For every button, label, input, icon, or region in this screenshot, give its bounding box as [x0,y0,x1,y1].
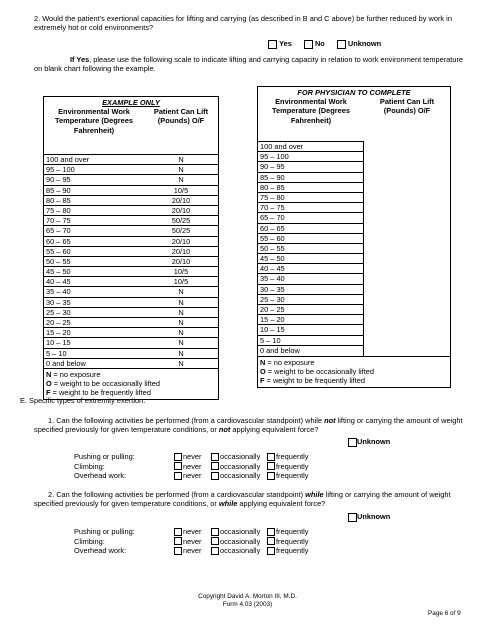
table-row [44,328,218,338]
lift-cell: N [178,307,184,317]
checkbox[interactable] [174,453,182,461]
temperature-cell: 10 – 15 [46,338,71,348]
option-label: frequently [276,471,309,481]
e2-unknown [348,512,390,522]
physician-table [257,86,451,388]
legend-o: O = weight to be occasionally lifted [260,367,375,377]
e1-never-option[interactable] [174,462,211,471]
legend-f: F = weight to be frequently lifted [46,388,151,398]
checkbox[interactable] [267,528,275,536]
lift-cell: 20/10 [171,236,191,246]
lift-cell: N [178,328,184,338]
temperature-cell: 100 and over [46,155,90,164]
temperature-cell: 60 – 65 [46,236,71,246]
table-row [44,287,218,297]
legend-f: F = weight to be frequently lifted [260,376,365,386]
temperature-cell: 35 – 40 [46,287,71,297]
if-yes-text: , please use the following scale to indicate lifting and carrying capacity in relation to work environment temperature on blank chart following the example. [34,55,464,74]
e1-unknown-label: Unknown [357,437,391,446]
if-yes-instruction [34,55,466,74]
example-table [43,96,219,400]
temperature-cell: 60 – 65 [260,223,285,233]
option-label: never [183,471,202,481]
table-row[interactable] [258,315,363,325]
temperature-cell: 45 – 50 [46,267,71,277]
table-row[interactable] [258,152,363,162]
table-row [44,298,218,308]
example-col1-header: Environmental Work Temperature (Degrees Fahrenheit) [55,107,133,135]
legend-o: O = weight to be occasionally lifted [46,379,161,389]
option-label: occasionally [220,536,261,546]
table-row [44,349,218,359]
activity-label: Pushing or pulling: [74,527,135,537]
example-table-header [44,97,218,155]
lift-cell: 20/10 [171,256,191,266]
lift-cell: 10/5 [173,267,189,277]
table-row[interactable] [258,274,363,284]
temperature-cell: 65 – 70 [260,213,285,223]
e2-never-option[interactable] [174,546,211,555]
yes-label: Yes [279,39,292,48]
table-row [44,206,218,216]
table-row[interactable] [258,325,363,335]
table-row[interactable] [258,295,363,305]
checkbox[interactable] [174,462,182,470]
temperature-cell: 40 – 45 [46,277,71,287]
checkbox[interactable] [174,528,182,536]
lift-cell: 20/10 [171,205,191,215]
legend-n: N = no exposure [260,357,315,367]
table-row[interactable] [258,203,363,213]
footer-copyright: Copyright David A. Morton III, M.D. [198,593,297,600]
table-row [44,186,218,196]
activity-row [74,546,317,556]
option-label: occasionally [220,461,261,471]
temperature-cell: 70 – 75 [46,216,71,226]
table-row[interactable] [258,142,363,152]
section-e-heading: E. Specific types of extremity exertion. [20,396,146,405]
e2-frequently-option[interactable] [267,546,317,555]
option-label: occasionally [220,452,261,462]
temperature-cell: 80 – 85 [260,182,285,192]
temperature-cell: 55 – 60 [46,246,71,256]
activity-label: Climbing: [74,461,105,471]
footer-form: Form 4.03 (2003) [222,601,273,608]
temperature-cell: 70 – 75 [260,203,285,213]
e2-occasionally-option[interactable] [211,537,267,546]
lift-cell: 20/10 [171,246,191,256]
temperature-cell: 5 – 10 [46,348,67,358]
activity-label: Pushing or pulling: [74,452,135,462]
no-checkbox[interactable] [304,40,313,49]
table-row [44,247,218,257]
temperature-cell: 90 – 95 [46,175,71,185]
lift-cell: N [178,287,184,297]
lift-cell: 10/5 [173,185,189,195]
table-row[interactable] [258,183,363,193]
temperature-cell: 15 – 20 [46,328,71,338]
option-label: frequently [276,546,309,556]
e1-frequently-option[interactable] [267,452,317,461]
table-row[interactable] [258,336,363,346]
table-row[interactable] [258,234,363,244]
physician-table-header [258,87,450,141]
lift-cell: N [178,155,184,164]
e2-frequently-option[interactable] [267,537,317,546]
option-label: frequently [276,527,309,537]
option-label: frequently [276,452,309,462]
temperature-cell: 30 – 35 [260,284,285,294]
lift-cell: N [178,175,184,185]
e2-unknown-checkbox[interactable] [348,513,357,522]
option-label: frequently [276,536,309,546]
checkbox[interactable] [211,537,219,545]
table-row [44,237,218,247]
lift-cell: 50/25 [171,216,191,226]
lift-cell: N [178,348,184,358]
table-row [44,277,218,287]
e1-occasionally-option[interactable] [211,452,267,461]
table-row[interactable] [258,305,363,315]
temperature-cell: 20 – 25 [260,305,285,314]
checkbox[interactable] [174,537,182,545]
table-row [44,216,218,226]
table-row [44,359,218,369]
example-table-title: EXAMPLE ONLY [102,98,160,107]
table-row [44,196,218,206]
table-row [44,155,218,165]
option-label: never [183,452,202,462]
option-label: occasionally [220,471,261,481]
lift-cell: N [178,165,184,175]
temperature-cell: 95 – 100 [260,152,289,162]
table-row[interactable] [258,162,363,172]
checkbox[interactable] [267,453,275,461]
temperature-cell: 45 – 50 [260,254,285,264]
checkbox[interactable] [211,528,219,536]
physician-table-title: FOR PHYSICIAN TO COMPLETE [297,88,411,97]
lift-cell: N [178,358,184,368]
checkbox[interactable] [267,462,275,470]
table-row[interactable] [258,244,363,254]
physician-table-rows [258,141,364,356]
e2-frequently-option[interactable] [267,527,317,536]
temperature-cell: 25 – 30 [46,307,71,317]
option-label: never [183,546,202,556]
no-label: No [314,39,325,48]
activity-row [74,462,317,472]
e1-occasionally-option[interactable] [211,462,267,471]
temperature-cell: 85 – 90 [260,172,285,182]
e2-occasionally-option[interactable] [211,527,267,536]
temperature-cell: 35 – 40 [260,274,285,284]
activity-row [74,537,317,547]
checkbox[interactable] [267,537,275,545]
lift-cell: 20/10 [171,195,191,205]
temperature-cell: 5 – 10 [260,335,281,345]
option-label: frequently [276,461,309,471]
activity-label: Overhead work: [74,546,127,556]
temperature-cell: 85 – 90 [46,185,71,195]
physician-legend [258,356,450,387]
temperature-cell: 75 – 80 [46,205,71,215]
table-row [44,308,218,318]
e1-occasionally-option[interactable] [211,471,267,480]
checkbox[interactable] [174,547,182,555]
question-2-text: 2. Would the patient’s exertional capacities for lifting and carrying (as described in B and C above) be further reduced by work in extremely hot or cold environments? [34,14,452,33]
option-label: never [183,536,202,546]
lift-cell: N [178,297,184,307]
example-col2-header: Patient Can Lift (Pounds) O/F [153,107,209,126]
temperature-cell: 65 – 70 [46,226,71,236]
temperature-cell: 20 – 25 [46,318,71,327]
checkbox[interactable] [267,547,275,555]
temperature-cell: 80 – 85 [46,195,71,205]
checkbox[interactable] [211,547,219,555]
lift-cell: 50/25 [171,226,191,236]
physician-col2-header: Patient Can Lift (Pounds) O/F [379,97,435,116]
physician-col1-header: Environmental Work Temperature (Degrees Fahrenheit) [272,97,350,125]
temperature-cell: 75 – 80 [260,192,285,202]
activity-row [74,452,317,462]
table-row[interactable] [258,264,363,274]
activity-row [74,527,317,537]
activity-label: Climbing: [74,536,105,546]
example-table-rows [44,155,218,369]
checkbox[interactable] [267,472,275,480]
e2-never-option[interactable] [174,537,211,546]
checkbox[interactable] [211,462,219,470]
table-row [44,338,218,348]
e1-unknown-checkbox[interactable] [348,438,357,447]
table-row [44,318,218,328]
e1-unknown [348,437,390,447]
e1-never-option[interactable] [174,452,211,461]
activity-row [74,471,317,481]
table-row[interactable] [258,224,363,234]
table-row [44,165,218,175]
table-row[interactable] [258,193,363,203]
lift-cell: 10/5 [173,277,189,287]
e2-occasionally-option[interactable] [211,546,267,555]
table-row[interactable] [258,213,363,223]
temperature-cell: 55 – 60 [260,233,285,243]
e1-frequently-option[interactable] [267,471,317,480]
table-row[interactable] [258,254,363,264]
question-e1: 1. Can the following activities be performed (from a cardiovascular standpoint) while not lifting or carrying the amount of weight specified previously for given temperature conditions, or not applying equivalent force? [34,416,463,435]
if-yes-lead: If Yes [70,55,90,64]
checkbox[interactable] [211,472,219,480]
table-row [44,267,218,277]
temperature-cell: 30 – 35 [46,297,71,307]
e2-unknown-label: Unknown [357,512,391,521]
table-row [44,175,218,185]
e2-activities [74,527,317,556]
option-label: never [183,527,202,537]
temperature-cell: 50 – 55 [46,256,71,266]
yes-checkbox[interactable] [268,40,277,49]
table-row[interactable] [258,346,363,356]
e2-never-option[interactable] [174,527,211,536]
e1-activities [74,452,317,481]
table-row [44,257,218,267]
checkbox[interactable] [211,453,219,461]
temperature-cell: 25 – 30 [260,294,285,304]
checkbox[interactable] [174,472,182,480]
option-label: never [183,461,202,471]
legend-n: N = no exposure [46,369,101,379]
lift-cell: N [178,338,184,348]
temperature-cell: 100 and over [260,142,304,151]
e1-frequently-option[interactable] [267,462,317,471]
temperature-cell: 90 – 95 [260,162,285,172]
example-legend [44,369,218,399]
activity-label: Overhead work: [74,471,127,481]
temperature-cell: 10 – 15 [260,325,285,335]
table-row[interactable] [258,285,363,295]
temperature-cell: 95 – 100 [46,165,75,175]
question-2 [34,14,466,33]
question-2-options [268,39,381,49]
option-label: occasionally [220,546,261,556]
unknown-label: Unknown [347,39,382,48]
question-e2: 2. Can the following activities be performed (from a cardiovascular standpoint) while lifting or carrying the amount of weight specified previously for given temperature conditions, or while applying equivalent force? [34,490,451,509]
temperature-cell: 50 – 55 [260,243,285,253]
table-row[interactable] [258,173,363,183]
table-row [44,226,218,236]
temperature-cell: 0 and below [46,358,86,368]
footer-page: Page 6 of 9 [428,610,461,617]
lift-cell: N [178,318,184,327]
option-label: occasionally [220,527,261,537]
temperature-cell: 15 – 20 [260,315,285,325]
temperature-cell: 40 – 45 [260,264,285,274]
e1-never-option[interactable] [174,471,211,480]
temperature-cell: 0 and below [260,345,300,355]
unknown-checkbox[interactable] [337,40,346,49]
